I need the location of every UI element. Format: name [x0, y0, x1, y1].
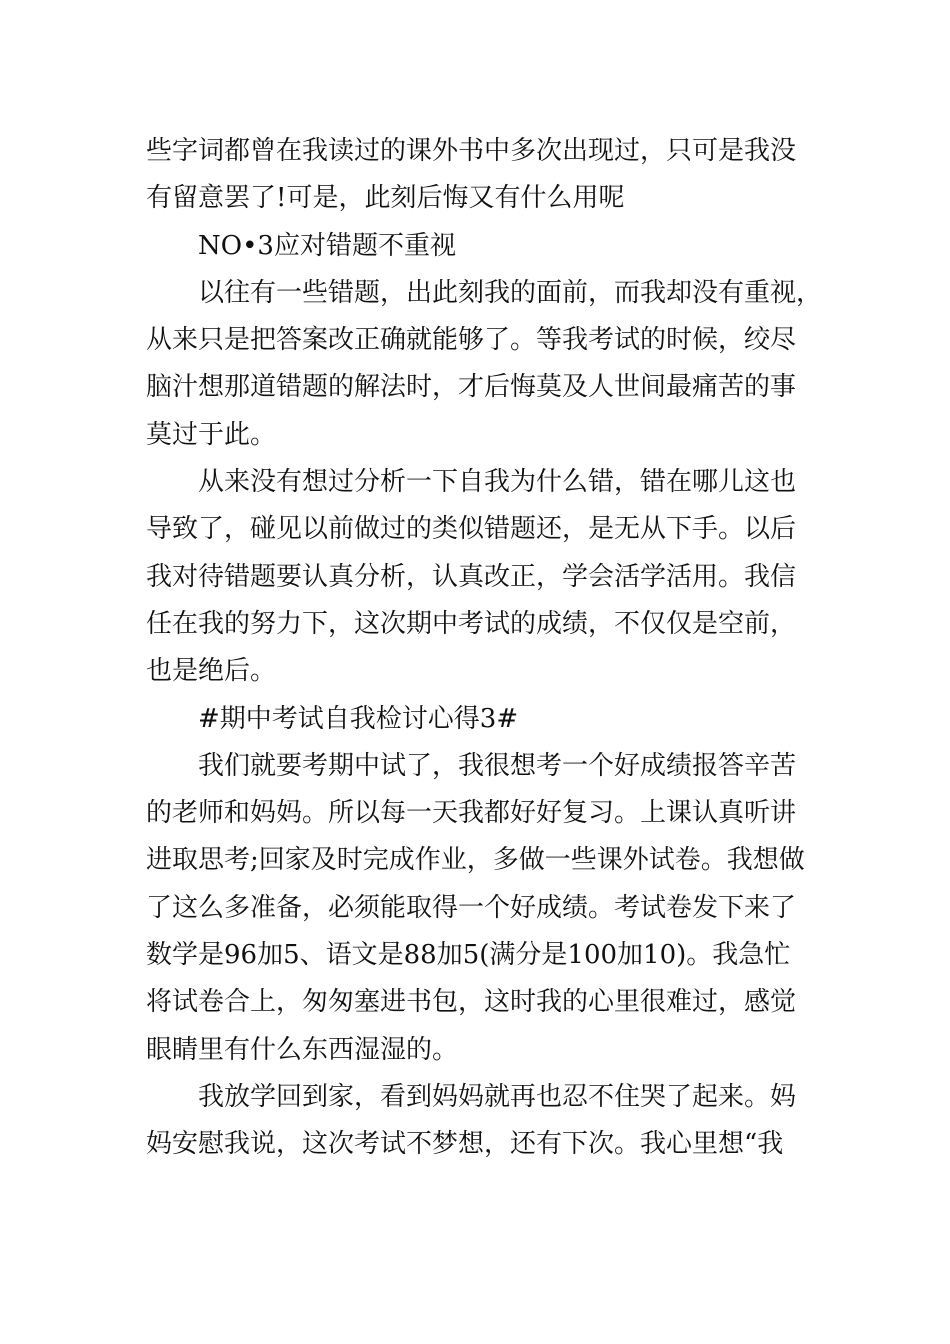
- text-line: 我们就要考期中试了，我很想考一个好成绩报答辛苦: [198, 750, 797, 781]
- text-line: 有留意罢了!可是，此刻后悔又有什么用呢: [146, 183, 625, 214]
- text-line: 数学是96加5、语文是88加5(满分是100加10)。我急忙: [146, 940, 791, 971]
- text-line: 导致了，碰见以前做过的类似错题还，是无从下手。以后: [146, 514, 797, 545]
- text-line: 从来只是把答案改正确就能够了。等我考试的时候，绞尽: [146, 325, 797, 356]
- text-line: 我放学回到家，看到妈妈就再也忍不住哭了起来。妈: [198, 1081, 797, 1112]
- text-line: 妈安慰我说，这次考试不梦想，还有下次。我心里想“我: [146, 1129, 784, 1160]
- text-line: 我对待错题要认真分析，认真改正，学会活学活用。我信: [146, 561, 797, 592]
- text-line: 进取思考;回家及时完成作业，多做一些课外试卷。我想做: [146, 845, 805, 876]
- text-line: 将试卷合上，匆匆塞进书包，这时我的心里很难过，感觉: [146, 987, 797, 1018]
- document-body: [146, 128, 823, 1169]
- text-line: 也是绝后。: [146, 656, 277, 687]
- text-line: 的老师和妈妈。所以每一天我都好好复习。上课认真听讲: [146, 798, 797, 829]
- text-line: 些字词都曾在我读过的课外书中多次出现过，只可是我没: [146, 136, 797, 166]
- text-line: 从来没有想过分析一下自我为什么错，错在哪儿这也: [198, 467, 797, 498]
- text-line: 眼睛里有什么东西湿湿的。: [146, 1034, 459, 1065]
- text-line: 任在我的努力下，这次期中考试的成绩，不仅仅是空前，: [146, 608, 797, 639]
- section-heading: NO•3应对错题不重视: [198, 230, 456, 261]
- text-line: 脑汁想那道错题的解法时，才后悔莫及人世间最痛苦的事: [146, 372, 797, 403]
- text-line: 莫过于此。: [146, 419, 277, 450]
- section-heading: #期中考试自我检讨心得3#: [198, 703, 519, 734]
- text-line: 了这么多准备，必须能取得一个好成绩。考试卷发下来了: [146, 892, 797, 923]
- text-line: 以往有一些错题，出此刻我的面前，而我却没有重视，: [198, 277, 823, 308]
